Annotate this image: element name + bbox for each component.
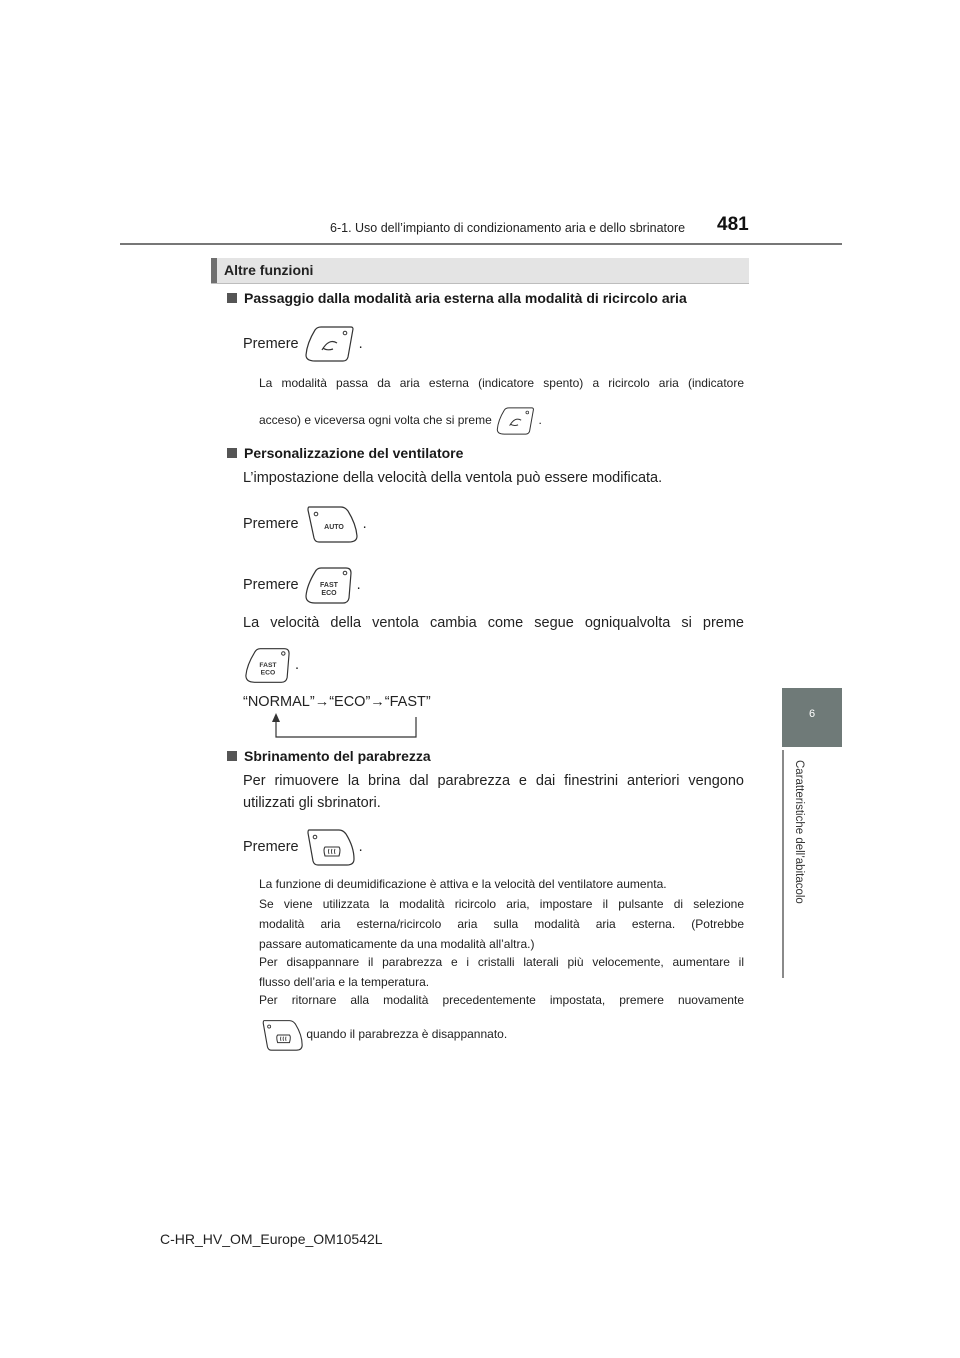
arrow-right-icon: → xyxy=(314,694,330,710)
defrost-press-line xyxy=(243,826,363,868)
recirc-note-period: . xyxy=(538,413,542,427)
fast-eco-button-icon xyxy=(303,565,353,605)
page-number: 481 xyxy=(717,214,749,235)
eco-icon-label-inline: ECO xyxy=(260,669,276,677)
bullet-square-icon xyxy=(227,293,237,303)
fan-cycle-text: La velocità della ventola cambia come segue ogniqualvolta si preme xyxy=(243,615,744,631)
defrost-intro-line1: Per rimuovere la brina dal parabrezza e dai finestrini anteriori vengono xyxy=(243,773,744,789)
windshield-defrost-button-icon xyxy=(303,827,355,867)
arrow-right-icon: → xyxy=(370,694,385,710)
fan-heading-text: Personalizzazione del ventilatore xyxy=(244,445,464,461)
fan-intro: L’impostazione della velocità della ventola può essere modificata. xyxy=(243,470,663,486)
recirc-press-text: Premere xyxy=(243,336,299,352)
defrost-heading xyxy=(227,748,431,764)
recirc-press-period: . xyxy=(358,336,363,352)
side-rule xyxy=(782,750,784,978)
fan-cycle-icon-line xyxy=(243,644,299,686)
recirc-note-line2-text: acceso) e viceversa ogni volta che si preme xyxy=(259,413,492,427)
fan-heading xyxy=(227,445,463,461)
section-header-bar xyxy=(211,258,217,283)
fast-eco-button-icon-inline xyxy=(243,645,291,685)
defrost-note2-line1: Se viene utilizzata la modalità ricircolo aria, impostare il pulsante di selezione xyxy=(259,897,744,911)
fan-mode-cycle xyxy=(243,694,431,710)
mode-normal: “NORMAL” xyxy=(243,694,315,710)
eco-icon-label: ECO xyxy=(321,590,337,598)
recirculation-button-icon-small xyxy=(495,405,535,437)
section-title: Altre funzioni xyxy=(224,262,314,278)
defrost-heading-text: Sbrinamento del parabrezza xyxy=(244,748,431,764)
fan-press-fasteco-line xyxy=(243,563,361,607)
recirc-press-line xyxy=(243,324,363,364)
defrost-note3-line1: Per disappannare il parabrezza e i cristalli laterali più velocemente, aumentare il xyxy=(259,955,744,969)
fan-press-auto-line xyxy=(243,502,367,546)
mode-fast: “FAST” xyxy=(384,694,431,710)
recirc-heading-text: Passaggio dalla modalità aria esterna alla modalità di ricircolo aria xyxy=(244,290,687,306)
fast-icon-label: FAST xyxy=(319,582,338,590)
defrost-note2-line3: passare automaticamente da una modalità all’altra.) xyxy=(259,937,535,951)
fan-press-fasteco-text: Premere xyxy=(243,577,299,593)
defrost-press-period: . xyxy=(358,839,363,855)
chapter-tab xyxy=(782,688,842,747)
auto-icon-label: AUTO xyxy=(323,524,344,532)
defrost-note1: La funzione di deumidificazione è attiva e la velocità del ventilatore aumenta. xyxy=(259,877,667,891)
mode-eco: “ECO” xyxy=(329,694,371,710)
recirc-note-line1: La modalità passa da aria esterna (indicatore spento) a ricircolo aria (indicatore xyxy=(259,376,744,390)
defrost-note4-line2 xyxy=(259,1016,507,1052)
recirc-note-line2 xyxy=(259,402,542,438)
chapter-label: Caratteristiche dell’abitacolo xyxy=(793,760,805,904)
fast-icon-label-inline: FAST xyxy=(259,662,277,670)
chapter-number: 6 xyxy=(808,708,816,720)
bullet-square-icon xyxy=(227,448,237,458)
recirc-heading xyxy=(227,290,687,306)
header-rule xyxy=(120,243,842,245)
defrost-intro-line2: utilizzati gli sbrinatori. xyxy=(243,795,381,811)
header-title: 6-1. Uso dell’impianto di condizionamento aria e dello sbrinatore xyxy=(330,221,686,235)
bullet-square-icon xyxy=(227,751,237,761)
defrost-note4-end: quando il parabrezza è disappannato. xyxy=(306,1027,508,1041)
footer-code: C-HR_HV_OM_Europe_OM10542L xyxy=(160,1231,383,1247)
recirculation-button-icon xyxy=(303,325,355,363)
fan-cycle-period: . xyxy=(295,657,300,673)
windshield-defrost-button-icon-small xyxy=(259,1018,303,1052)
defrost-note3-line2: flusso dell’aria e la temperatura. xyxy=(259,975,430,989)
cycle-return-arrow-icon xyxy=(268,713,418,741)
defrost-note4-line1: Per ritornare alla modalità precedentemente impostata, premere nuovamente xyxy=(259,993,744,1007)
auto-button-icon xyxy=(303,504,359,544)
fan-press-auto-period: . xyxy=(362,516,367,532)
fan-press-auto-text: Premere xyxy=(243,516,299,532)
section-header xyxy=(211,258,749,284)
defrost-press-text: Premere xyxy=(243,839,299,855)
defrost-note2-line2: modalità aria esterna/ricircolo aria sulla modalità aria esterna. (Potrebbe xyxy=(259,917,744,931)
fan-press-fasteco-period: . xyxy=(356,577,361,593)
